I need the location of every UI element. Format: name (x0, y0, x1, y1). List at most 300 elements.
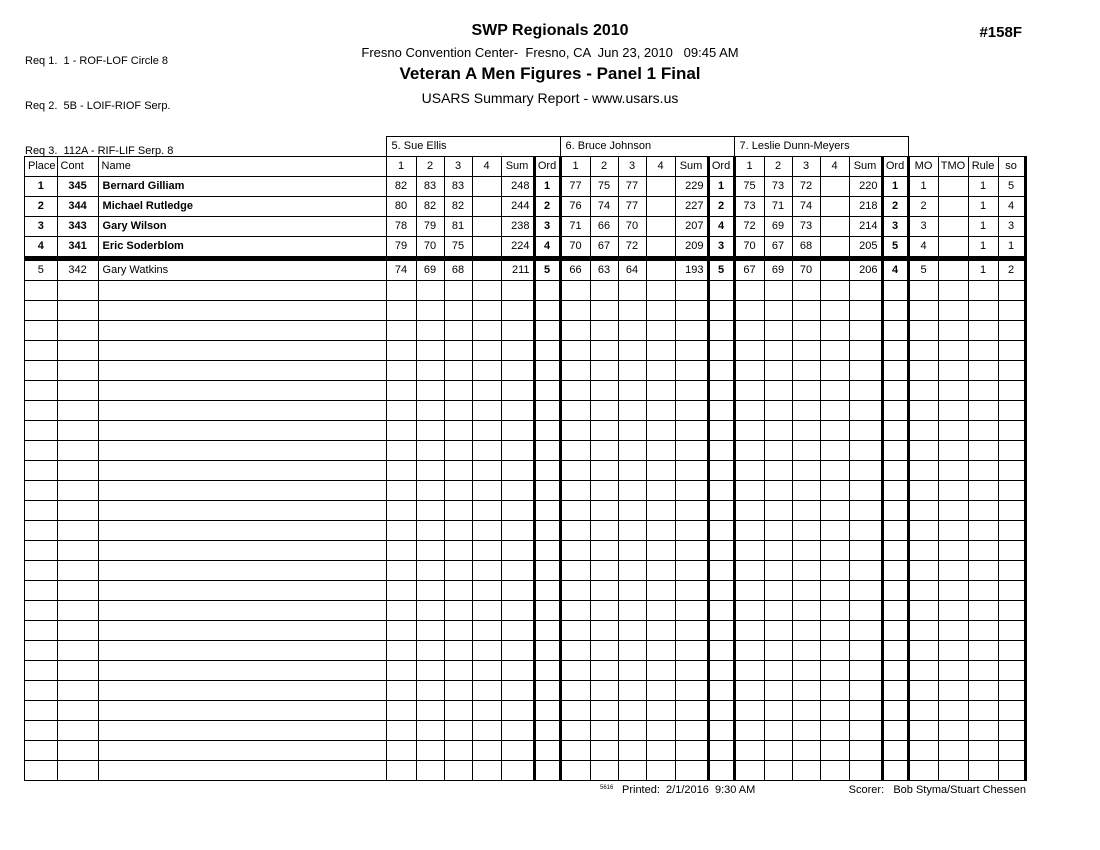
sum-cell (501, 460, 534, 480)
place-cell (25, 280, 58, 300)
so-cell (998, 660, 1025, 680)
sum-cell (849, 300, 882, 320)
empty-row (25, 740, 1026, 760)
rule-cell (968, 340, 998, 360)
score-cell (820, 176, 849, 196)
sum-cell (501, 320, 534, 340)
score-cell (618, 740, 646, 760)
score-cell (646, 176, 675, 196)
score-cell: 74 (386, 258, 416, 280)
score-cell (618, 440, 646, 460)
score-cell (618, 620, 646, 640)
header-j2-score-2: 2 (590, 156, 618, 176)
ord-cell: 3 (882, 216, 908, 236)
score-cell (416, 480, 444, 500)
score-cell (590, 320, 618, 340)
score-cell (820, 640, 849, 660)
skater-name-cell (98, 600, 386, 620)
skater-name-cell (98, 360, 386, 380)
score-cell (590, 280, 618, 300)
ord-cell (708, 560, 734, 580)
so-cell (998, 640, 1025, 660)
so-cell (998, 540, 1025, 560)
sum-cell (675, 640, 708, 660)
score-cell (472, 560, 501, 580)
score-cell (618, 500, 646, 520)
score-cell (646, 420, 675, 440)
score-cell (386, 760, 416, 780)
sum-cell (849, 420, 882, 440)
sum-cell (675, 380, 708, 400)
sum-cell (675, 660, 708, 680)
score-cell (820, 700, 849, 720)
score-cell (444, 400, 472, 420)
header-j2-score-4: 4 (646, 156, 675, 176)
division-title: Veteran A Men Figures - Panel 1 Final (399, 64, 701, 83)
score-cell (646, 360, 675, 380)
score-cell (646, 680, 675, 700)
sum-cell (849, 340, 882, 360)
mo-cell (908, 660, 938, 680)
sum-cell: 227 (675, 196, 708, 216)
score-cell (646, 660, 675, 680)
score-cell (472, 740, 501, 760)
score-cell (386, 300, 416, 320)
sum-cell (849, 280, 882, 300)
score-cell (472, 440, 501, 460)
ord-cell (534, 460, 560, 480)
skater-name-cell (98, 520, 386, 540)
rule-cell (968, 480, 998, 500)
so-cell (998, 520, 1025, 540)
ord-cell (534, 280, 560, 300)
rule-cell (968, 400, 998, 420)
score-cell (764, 480, 792, 500)
so-cell (998, 600, 1025, 620)
score-cell (386, 360, 416, 380)
score-cell (416, 280, 444, 300)
score-cell (444, 520, 472, 540)
ord-cell (534, 400, 560, 420)
score-cell (764, 700, 792, 720)
so-cell (998, 380, 1025, 400)
score-cell (560, 660, 590, 680)
place-cell (25, 460, 58, 480)
empty-row (25, 300, 1026, 320)
mo-cell (908, 700, 938, 720)
sum-cell (501, 720, 534, 740)
rule-cell: 1 (968, 196, 998, 216)
result-row (25, 216, 1026, 236)
so-cell (998, 280, 1025, 300)
score-cell (590, 620, 618, 640)
header-j3-score-3: 3 (792, 156, 820, 176)
score-cell (560, 440, 590, 460)
score-cell (734, 660, 764, 680)
score-cell: 67 (764, 236, 792, 258)
empty-row (25, 420, 1026, 440)
score-cell (792, 360, 820, 380)
score-cell (386, 620, 416, 640)
ord-cell (882, 280, 908, 300)
score-cell (792, 700, 820, 720)
tmo-cell (938, 500, 968, 520)
score-cell (764, 620, 792, 640)
empty-row (25, 540, 1026, 560)
score-cell (646, 258, 675, 280)
score-cell (590, 460, 618, 480)
score-cell (618, 360, 646, 380)
place-cell: 1 (25, 176, 58, 196)
score-cell (590, 400, 618, 420)
mo-cell (908, 480, 938, 500)
sum-cell (675, 420, 708, 440)
score-cell (646, 620, 675, 640)
sum-cell (675, 520, 708, 540)
score-cell (590, 760, 618, 780)
contestant-number-cell (57, 480, 98, 500)
score-cell (820, 460, 849, 480)
score-cell (618, 400, 646, 420)
score-cell (472, 236, 501, 258)
score-cell (646, 196, 675, 216)
so-cell (998, 460, 1025, 480)
score-cell (734, 700, 764, 720)
skater-name-cell (98, 660, 386, 680)
score-cell (590, 440, 618, 460)
ord-cell (708, 660, 734, 680)
rule-cell: 1 (968, 176, 998, 196)
judge-name-1: 5. Sue Ellis (386, 137, 560, 157)
score-cell (646, 520, 675, 540)
contestant-number-cell: 342 (57, 258, 98, 280)
mo-cell (908, 600, 938, 620)
score-cell (734, 640, 764, 660)
ord-cell (882, 340, 908, 360)
score-cell: 70 (416, 236, 444, 258)
score-cell (472, 460, 501, 480)
score-cell (792, 560, 820, 580)
ord-cell (882, 560, 908, 580)
score-cell (618, 420, 646, 440)
score-cell (386, 380, 416, 400)
score-cell (590, 480, 618, 500)
sum-cell: 193 (675, 258, 708, 280)
ord-cell (708, 460, 734, 480)
rule-cell (968, 760, 998, 780)
score-cell (734, 500, 764, 520)
sum-cell (849, 620, 882, 640)
score-cell (792, 400, 820, 420)
score-cell (590, 720, 618, 740)
score-cell (444, 720, 472, 740)
contestant-number-cell (57, 540, 98, 560)
score-cell (386, 500, 416, 520)
ord-cell: 1 (534, 176, 560, 196)
tmo-cell (938, 760, 968, 780)
score-cell (764, 500, 792, 520)
skater-name-cell (98, 480, 386, 500)
sum-cell (849, 740, 882, 760)
score-cell (560, 720, 590, 740)
score-cell (590, 740, 618, 760)
rule-cell (968, 460, 998, 480)
header-j3-score-1: 1 (734, 156, 764, 176)
place-cell (25, 740, 58, 760)
ord-cell (708, 680, 734, 700)
sum-cell (501, 760, 534, 780)
scorer-credit (849, 784, 1026, 796)
place-cell (25, 640, 58, 660)
score-cell (792, 440, 820, 460)
sum-cell (501, 360, 534, 380)
header-j3-sum: Sum (849, 156, 882, 176)
sum-cell (675, 600, 708, 620)
tmo-cell (938, 480, 968, 500)
score-cell (792, 640, 820, 660)
contestant-number-cell (57, 380, 98, 400)
sum-cell (675, 740, 708, 760)
column-header-row (25, 156, 1026, 176)
skater-name-cell (98, 620, 386, 640)
header-cont: Cont (57, 156, 98, 176)
empty-row (25, 360, 1026, 380)
score-cell: 74 (590, 196, 618, 216)
place-cell (25, 700, 58, 720)
score-cell (646, 720, 675, 740)
score-cell (416, 660, 444, 680)
score-cell (386, 740, 416, 760)
place-cell (25, 420, 58, 440)
ord-cell (708, 440, 734, 460)
contestant-number-cell (57, 440, 98, 460)
score-cell (560, 520, 590, 540)
score-cell (416, 360, 444, 380)
ord-cell (708, 760, 734, 780)
score-cell (472, 700, 501, 720)
ord-cell (708, 740, 734, 760)
score-cell (386, 460, 416, 480)
score-cell: 82 (416, 196, 444, 216)
skater-name-cell (98, 560, 386, 580)
score-cell (444, 660, 472, 680)
skater-name-cell (98, 500, 386, 520)
score-cell (792, 480, 820, 500)
skater-name-cell (98, 700, 386, 720)
score-cell (444, 540, 472, 560)
score-cell (560, 760, 590, 780)
sum-cell: 214 (849, 216, 882, 236)
score-cell (792, 500, 820, 520)
place-cell (25, 620, 58, 640)
score-cell (472, 176, 501, 196)
score-cell (764, 640, 792, 660)
score-cell: 66 (560, 258, 590, 280)
score-cell (618, 280, 646, 300)
mo-cell (908, 460, 938, 480)
sum-cell (849, 440, 882, 460)
score-cell (444, 280, 472, 300)
so-cell (998, 560, 1025, 580)
score-cell: 71 (560, 216, 590, 236)
score-cell (792, 460, 820, 480)
score-cell: 68 (792, 236, 820, 258)
score-cell (618, 700, 646, 720)
contestant-number-cell (57, 560, 98, 580)
score-cell (560, 740, 590, 760)
sum-cell (501, 500, 534, 520)
mo-cell: 4 (908, 236, 938, 258)
score-cell (764, 600, 792, 620)
tmo-cell (938, 400, 968, 420)
contestant-number-cell (57, 580, 98, 600)
score-cell (820, 660, 849, 680)
so-cell (998, 440, 1025, 460)
rule-cell (968, 500, 998, 520)
sum-cell: 211 (501, 258, 534, 280)
score-cell: 72 (618, 236, 646, 258)
ord-cell (708, 340, 734, 360)
score-cell (386, 680, 416, 700)
ord-cell (708, 720, 734, 740)
score-cell (820, 196, 849, 216)
header-j3-score-4: 4 (820, 156, 849, 176)
score-cell (792, 300, 820, 320)
score-cell (764, 680, 792, 700)
score-cell (416, 580, 444, 600)
empty-row (25, 520, 1026, 540)
skater-name-cell (98, 280, 386, 300)
judge-header-spacer-right (908, 137, 1025, 157)
sum-cell (675, 720, 708, 740)
mo-cell: 3 (908, 216, 938, 236)
score-cell (472, 580, 501, 600)
mo-cell (908, 720, 938, 740)
score-cell (560, 700, 590, 720)
score-cell (646, 340, 675, 360)
ord-cell (882, 640, 908, 660)
mo-cell (908, 680, 938, 700)
score-cell (386, 280, 416, 300)
skater-name-cell (98, 460, 386, 480)
ord-cell (882, 500, 908, 520)
sum-cell (849, 700, 882, 720)
score-cell (618, 520, 646, 540)
so-cell: 1 (998, 236, 1025, 258)
place-cell (25, 400, 58, 420)
ord-cell (708, 580, 734, 600)
ord-cell (708, 620, 734, 640)
mo-cell (908, 300, 938, 320)
sum-cell (675, 500, 708, 520)
score-cell (646, 280, 675, 300)
score-cell (764, 300, 792, 320)
ord-cell (882, 440, 908, 460)
sum-cell (675, 680, 708, 700)
contestant-number-cell (57, 460, 98, 480)
score-cell (764, 520, 792, 540)
contestant-number-cell (57, 400, 98, 420)
ord-cell (708, 540, 734, 560)
score-cell (590, 360, 618, 380)
score-cell (820, 500, 849, 520)
ord-cell: 5 (882, 236, 908, 258)
rule-cell (968, 420, 998, 440)
header-name: Name (98, 156, 386, 176)
sum-cell: 248 (501, 176, 534, 196)
score-cell (820, 720, 849, 740)
score-cell (734, 760, 764, 780)
ord-cell (882, 360, 908, 380)
sum-cell (675, 300, 708, 320)
rule-cell (968, 520, 998, 540)
sum-cell (849, 500, 882, 520)
mo-cell (908, 580, 938, 600)
score-cell (820, 300, 849, 320)
score-cell (734, 540, 764, 560)
score-cell: 70 (618, 216, 646, 236)
score-cell (386, 520, 416, 540)
score-cell (416, 720, 444, 740)
score-cell (792, 620, 820, 640)
score-cell (472, 340, 501, 360)
ord-cell (708, 600, 734, 620)
score-cell (590, 700, 618, 720)
ord-cell (534, 580, 560, 600)
score-cell (734, 340, 764, 360)
score-cell (734, 300, 764, 320)
mo-cell: 5 (908, 258, 938, 280)
score-cell (560, 400, 590, 420)
printed-timestamp: Printed: 2/1/2016 9:30 AM (622, 784, 756, 796)
score-cell (764, 420, 792, 440)
score-cell (764, 440, 792, 460)
score-cell (386, 580, 416, 600)
ord-cell: 2 (882, 196, 908, 216)
rule-cell (968, 440, 998, 460)
score-cell: 70 (560, 236, 590, 258)
score-cell (646, 236, 675, 258)
sum-cell (675, 460, 708, 480)
score-cell (386, 400, 416, 420)
score-cell (734, 680, 764, 700)
score-cell: 69 (416, 258, 444, 280)
score-cell (764, 760, 792, 780)
so-cell: 5 (998, 176, 1025, 196)
report-header (0, 22, 1100, 106)
score-cell (618, 660, 646, 680)
score-cell (416, 380, 444, 400)
score-cell: 73 (792, 216, 820, 236)
rule-cell: 1 (968, 258, 998, 280)
sum-cell (849, 400, 882, 420)
sum-cell (849, 360, 882, 380)
score-cell (560, 380, 590, 400)
so-cell (998, 620, 1025, 640)
skater-name-cell (98, 300, 386, 320)
score-cell: 73 (764, 176, 792, 196)
sum-cell (849, 760, 882, 780)
skater-name-cell (98, 720, 386, 740)
ord-cell (534, 520, 560, 540)
score-cell (820, 216, 849, 236)
mo-cell (908, 340, 938, 360)
ord-cell (708, 700, 734, 720)
score-cell (560, 480, 590, 500)
score-cell (416, 400, 444, 420)
score-cell (646, 440, 675, 460)
score-cell: 82 (386, 176, 416, 196)
